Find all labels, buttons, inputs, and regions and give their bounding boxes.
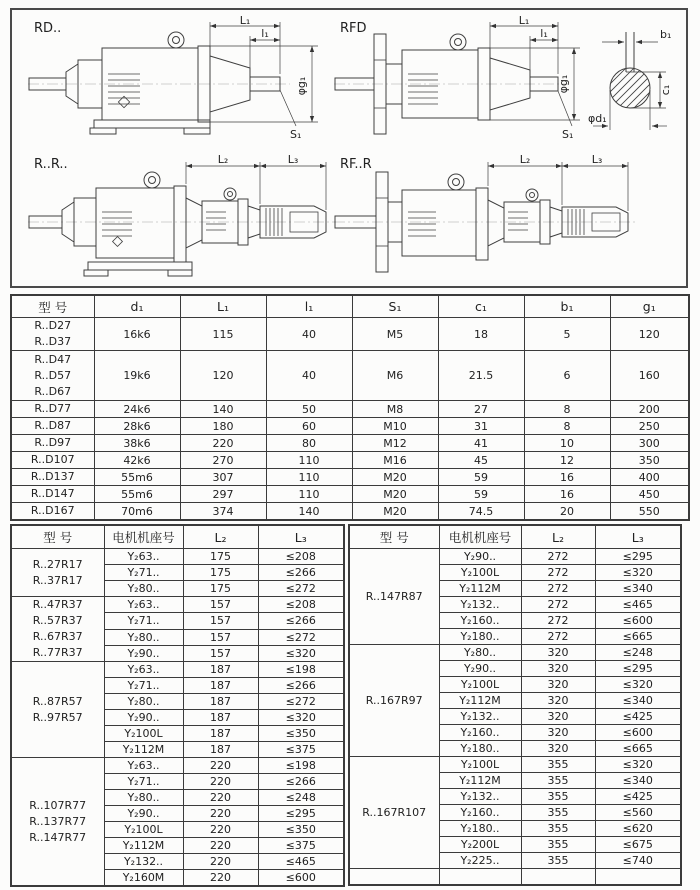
- motor-frame-cell: Y₂90..: [104, 645, 183, 661]
- rfr-dim-L3: L₃: [591, 153, 603, 166]
- l2-cell: 187: [183, 678, 258, 694]
- l3-cell: ≤340: [595, 581, 681, 597]
- l3-cell: ≤295: [595, 661, 681, 677]
- rfd-dim-L1: L₁: [518, 14, 530, 27]
- S1-cell: M20: [352, 469, 438, 486]
- l2-cell: 320: [521, 709, 595, 725]
- l3-cell: ≤266: [258, 774, 344, 790]
- l3-cell: ≤350: [258, 822, 344, 838]
- c1-cell: 21.5: [438, 351, 524, 401]
- motor-frame-cell: Y₂71..: [104, 774, 183, 790]
- l2-cell: 355: [521, 837, 595, 853]
- d1-cell: 19k6: [94, 351, 180, 401]
- l2-cell: 355: [521, 757, 595, 773]
- motor-frame-cell: Y₂160..: [439, 613, 521, 629]
- rfd-label: RFD: [340, 21, 367, 36]
- model-cell: R..27R17 R..37R17: [11, 549, 104, 597]
- model-cell: R..147R87: [349, 549, 439, 645]
- l3-cell: ≤560: [595, 805, 681, 821]
- motor-frame-cell: Y₂112M: [439, 773, 521, 789]
- motor-frame-cell: Y₂80..: [104, 790, 183, 806]
- header-row: [11, 295, 689, 318]
- table-row: [349, 549, 681, 565]
- section-dim-d1: φd₁: [588, 112, 607, 125]
- table-row: [349, 645, 681, 661]
- model-cell: R..D167: [11, 503, 94, 521]
- l3-cell: ≤248: [258, 790, 344, 806]
- rfd-dim-S1: S₁: [562, 128, 574, 141]
- col-header-L3: L₃: [595, 525, 681, 549]
- l2-cell: 220: [183, 838, 258, 854]
- table-row: [11, 435, 689, 452]
- l2-cell: 157: [183, 613, 258, 629]
- rd-label: RD..: [34, 21, 62, 36]
- section-dim-b1: b₁: [660, 28, 672, 41]
- motor-frame-cell: Y₂112M: [439, 581, 521, 597]
- l3-cell: ≤600: [258, 870, 344, 887]
- model-cell: R..D47 R..D57 R..D67: [11, 351, 94, 401]
- S1-cell: M16: [352, 452, 438, 469]
- model-cell: R..D87: [11, 418, 94, 435]
- l3-cell: ≤208: [258, 597, 344, 613]
- rfd-diagram: [334, 16, 584, 148]
- c1-cell: 74.5: [438, 503, 524, 521]
- table-row: [11, 469, 689, 486]
- col-header-l1: l₁: [266, 295, 352, 318]
- shaft-section-diagram: [588, 28, 688, 150]
- l1-cell: 60: [266, 418, 352, 435]
- g1-cell: 450: [610, 486, 689, 503]
- table-row: [11, 318, 689, 351]
- d1-cell: 24k6: [94, 401, 180, 418]
- l2-cell: 175: [183, 581, 258, 597]
- g1-cell: 400: [610, 469, 689, 486]
- S1-cell: M20: [352, 503, 438, 521]
- l3-cell: ≤340: [595, 693, 681, 709]
- l2-cell: [521, 869, 595, 886]
- col-header-frame: 电机机座号: [104, 525, 183, 549]
- l2-cell: 320: [521, 741, 595, 757]
- table-row: [11, 758, 344, 774]
- col-header-g1: g₁: [610, 295, 689, 318]
- c1-cell: 18: [438, 318, 524, 351]
- l2-cell: 220: [183, 790, 258, 806]
- l2-cell: 187: [183, 694, 258, 710]
- rfr-label: RF..R: [340, 157, 372, 172]
- l3-cell: ≤425: [595, 789, 681, 805]
- L1-cell: 115: [180, 318, 266, 351]
- motor-frame-cell: Y₂100L: [104, 822, 183, 838]
- motor-frame-cell: Y₂180..: [439, 741, 521, 757]
- l3-cell: ≤272: [258, 581, 344, 597]
- motor-frame-cell: Y₂100L: [104, 726, 183, 742]
- c1-cell: 41: [438, 435, 524, 452]
- model-cell: [349, 869, 439, 886]
- L1-cell: 297: [180, 486, 266, 503]
- rfr-diagram: [334, 150, 664, 282]
- header-row: [11, 525, 344, 549]
- motor-table-left: [10, 524, 345, 887]
- col-header-frame: 电机机座号: [439, 525, 521, 549]
- g1-cell: 200: [610, 401, 689, 418]
- model-cell: R..47R37 R..57R37 R..67R37 R..77R37: [11, 597, 104, 662]
- col-header-L1: L₁: [180, 295, 266, 318]
- l1-cell: 80: [266, 435, 352, 452]
- header-row: [349, 525, 681, 549]
- l2-cell: 175: [183, 549, 258, 565]
- motor-table-right: [348, 524, 682, 886]
- b1-cell: 16: [524, 486, 610, 503]
- motor-frame-cell: Y₂80..: [439, 645, 521, 661]
- drawing-panel: [10, 8, 688, 288]
- b1-cell: 20: [524, 503, 610, 521]
- l2-cell: 157: [183, 645, 258, 661]
- model-cell: R..D27 R..D37: [11, 318, 94, 351]
- table-row: [11, 549, 344, 565]
- l1-cell: 40: [266, 318, 352, 351]
- g1-cell: 350: [610, 452, 689, 469]
- rd-dim-L1: L₁: [239, 14, 251, 27]
- l3-cell: ≤198: [258, 662, 344, 678]
- motor-frame-cell: Y₂80..: [104, 694, 183, 710]
- table-row: [11, 351, 689, 401]
- g1-cell: 300: [610, 435, 689, 452]
- rfr-dim-L2: L₂: [519, 153, 531, 166]
- l3-cell: ≤665: [595, 629, 681, 645]
- motor-frame-cell: Y₂160M: [104, 870, 183, 887]
- table-row: [11, 486, 689, 503]
- col-header-c1: c₁: [438, 295, 524, 318]
- b1-cell: 8: [524, 418, 610, 435]
- d1-cell: 55m6: [94, 486, 180, 503]
- motor-frame-cell: Y₂200L: [439, 837, 521, 853]
- l3-cell: ≤320: [595, 757, 681, 773]
- l3-cell: [595, 869, 681, 886]
- motor-frame-cell: Y₂90..: [439, 549, 521, 565]
- motor-frame-cell: Y₂112M: [104, 838, 183, 854]
- l1-cell: 110: [266, 469, 352, 486]
- l1-cell: 50: [266, 401, 352, 418]
- l2-cell: 220: [183, 822, 258, 838]
- motor-frame-cell: Y₂71..: [104, 613, 183, 629]
- g1-cell: 550: [610, 503, 689, 521]
- l3-cell: ≤465: [258, 854, 344, 870]
- rr-diagram: [28, 150, 343, 282]
- table-row: [11, 503, 689, 521]
- g1-cell: 160: [610, 351, 689, 401]
- c1-cell: 59: [438, 469, 524, 486]
- S1-cell: M5: [352, 318, 438, 351]
- l1-cell: 140: [266, 503, 352, 521]
- l2-cell: 355: [521, 853, 595, 869]
- L1-cell: 374: [180, 503, 266, 521]
- b1-cell: 16: [524, 469, 610, 486]
- l3-cell: ≤620: [595, 821, 681, 837]
- model-cell: R..D137: [11, 469, 94, 486]
- table-row: [11, 452, 689, 469]
- l3-cell: ≤320: [258, 645, 344, 661]
- col-header-b1: b₁: [524, 295, 610, 318]
- l3-cell: ≤198: [258, 758, 344, 774]
- l3-cell: ≤675: [595, 837, 681, 853]
- motor-frame-cell: Y₂132..: [439, 789, 521, 805]
- l2-cell: 187: [183, 726, 258, 742]
- model-cell: R..D77: [11, 401, 94, 418]
- motor-frame-cell: Y₂100L: [439, 757, 521, 773]
- col-header-L2: L₂: [521, 525, 595, 549]
- rfd-dim-l1: l₁: [540, 27, 548, 40]
- l3-cell: ≤740: [595, 853, 681, 869]
- rd-dim-S1: S₁: [290, 128, 302, 141]
- col-header-d1: d₁: [94, 295, 180, 318]
- motor-frame-cell: Y₂132..: [104, 854, 183, 870]
- l3-cell: ≤320: [258, 710, 344, 726]
- S1-cell: M8: [352, 401, 438, 418]
- model-cell: R..167R107: [349, 757, 439, 869]
- motor-frame-cell: Y₂63..: [104, 758, 183, 774]
- d1-cell: 42k6: [94, 452, 180, 469]
- motor-frame-cell: Y₂225..: [439, 853, 521, 869]
- l3-cell: ≤320: [595, 677, 681, 693]
- l3-cell: ≤266: [258, 678, 344, 694]
- l3-cell: ≤272: [258, 694, 344, 710]
- col-header-S1: S₁: [352, 295, 438, 318]
- l2-cell: 272: [521, 581, 595, 597]
- model-cell: R..167R97: [349, 645, 439, 757]
- l3-cell: ≤600: [595, 613, 681, 629]
- l2-cell: 272: [521, 597, 595, 613]
- l3-cell: ≤295: [595, 549, 681, 565]
- motor-frame-cell: Y₂132..: [439, 709, 521, 725]
- l2-cell: 220: [183, 758, 258, 774]
- motor-frame-cell: Y₂80..: [104, 629, 183, 645]
- l2-cell: 272: [521, 549, 595, 565]
- motor-frame-cell: Y₂112M: [104, 742, 183, 758]
- l2-cell: 157: [183, 629, 258, 645]
- S1-cell: M10: [352, 418, 438, 435]
- l3-cell: ≤266: [258, 565, 344, 581]
- l2-cell: 220: [183, 870, 258, 887]
- motor-frame-cell: Y₂90..: [104, 806, 183, 822]
- l1-cell: 110: [266, 486, 352, 503]
- d1-cell: 28k6: [94, 418, 180, 435]
- rr-label: R..R..: [34, 157, 68, 172]
- l3-cell: ≤465: [595, 597, 681, 613]
- L1-cell: 220: [180, 435, 266, 452]
- l1-cell: 40: [266, 351, 352, 401]
- d1-cell: 38k6: [94, 435, 180, 452]
- l2-cell: 320: [521, 677, 595, 693]
- c1-cell: 31: [438, 418, 524, 435]
- motor-table-left-body: [11, 549, 344, 887]
- table-row: [11, 662, 344, 678]
- l2-cell: 272: [521, 565, 595, 581]
- motor-table-right-body: [349, 549, 681, 886]
- l3-cell: ≤350: [258, 726, 344, 742]
- L1-cell: 307: [180, 469, 266, 486]
- table-row: [11, 418, 689, 435]
- col-header-L3: L₃: [258, 525, 344, 549]
- motor-frame-cell: Y₂90..: [439, 661, 521, 677]
- l2-cell: 320: [521, 725, 595, 741]
- table-row: [349, 757, 681, 773]
- rd-diagram: [28, 16, 328, 148]
- l2-cell: 355: [521, 789, 595, 805]
- table-row: [349, 869, 681, 886]
- l3-cell: ≤266: [258, 613, 344, 629]
- l3-cell: ≤248: [595, 645, 681, 661]
- l2-cell: 187: [183, 742, 258, 758]
- l2-cell: 272: [521, 629, 595, 645]
- l2-cell: 220: [183, 806, 258, 822]
- L1-cell: 140: [180, 401, 266, 418]
- l2-cell: 220: [183, 774, 258, 790]
- motor-frame-cell: Y₂71..: [104, 565, 183, 581]
- l2-cell: 355: [521, 773, 595, 789]
- S1-cell: M6: [352, 351, 438, 401]
- dimension-table-body: [11, 318, 689, 521]
- c1-cell: 45: [438, 452, 524, 469]
- L1-cell: 120: [180, 351, 266, 401]
- motor-frame-cell: Y₂63..: [104, 662, 183, 678]
- l3-cell: ≤665: [595, 741, 681, 757]
- b1-cell: 8: [524, 401, 610, 418]
- motor-frame-cell: Y₂132..: [439, 597, 521, 613]
- rd-dim-g1: φg₁: [295, 76, 308, 96]
- table-row: [11, 597, 344, 613]
- l3-cell: ≤208: [258, 549, 344, 565]
- rr-dim-L2: L₂: [217, 153, 229, 166]
- col-header-L2: L₂: [183, 525, 258, 549]
- g1-cell: 250: [610, 418, 689, 435]
- motor-frame-cell: Y₂180..: [439, 821, 521, 837]
- l2-cell: 187: [183, 710, 258, 726]
- model-cell: R..107R77 R..137R77 R..147R77: [11, 758, 104, 887]
- l3-cell: ≤320: [595, 565, 681, 581]
- motor-frame-cell: Y₂160..: [439, 805, 521, 821]
- rd-dim-l1: l₁: [261, 27, 269, 40]
- rr-dim-L3: L₃: [287, 153, 299, 166]
- l3-cell: ≤600: [595, 725, 681, 741]
- l2-cell: 355: [521, 805, 595, 821]
- dimension-table: [10, 294, 690, 521]
- motor-frame-cell: Y₂80..: [104, 581, 183, 597]
- l2-cell: 320: [521, 693, 595, 709]
- l2-cell: 320: [521, 645, 595, 661]
- c1-cell: 27: [438, 401, 524, 418]
- motor-frame-cell: Y₂100L: [439, 565, 521, 581]
- motor-frame-cell: Y₂160..: [439, 725, 521, 741]
- l2-cell: 320: [521, 661, 595, 677]
- d1-cell: 70m6: [94, 503, 180, 521]
- model-cell: R..D97: [11, 435, 94, 452]
- table-row: [11, 401, 689, 418]
- l3-cell: ≤272: [258, 629, 344, 645]
- motor-frame-cell: Y₂90..: [104, 710, 183, 726]
- S1-cell: M20: [352, 486, 438, 503]
- col-header-model: 型 号: [11, 525, 104, 549]
- model-cell: R..87R57 R..97R57: [11, 662, 104, 758]
- b1-cell: 10: [524, 435, 610, 452]
- g1-cell: 120: [610, 318, 689, 351]
- d1-cell: 55m6: [94, 469, 180, 486]
- section-dim-c1: c₁: [659, 84, 672, 96]
- d1-cell: 16k6: [94, 318, 180, 351]
- L1-cell: 180: [180, 418, 266, 435]
- rfd-dim-g1: φg₁: [557, 74, 570, 94]
- motor-frame-cell: [439, 869, 521, 886]
- b1-cell: 12: [524, 452, 610, 469]
- model-cell: R..D147: [11, 486, 94, 503]
- motor-frame-cell: Y₂63..: [104, 549, 183, 565]
- motor-frame-cell: Y₂71..: [104, 678, 183, 694]
- col-header-model: 型 号: [349, 525, 439, 549]
- l2-cell: 175: [183, 565, 258, 581]
- l2-cell: 355: [521, 821, 595, 837]
- l3-cell: ≤425: [595, 709, 681, 725]
- motor-frame-cell: Y₂180..: [439, 629, 521, 645]
- motor-frame-cell: Y₂63..: [104, 597, 183, 613]
- b1-cell: 6: [524, 351, 610, 401]
- b1-cell: 5: [524, 318, 610, 351]
- l3-cell: ≤340: [595, 773, 681, 789]
- l2-cell: 157: [183, 597, 258, 613]
- S1-cell: M12: [352, 435, 438, 452]
- motor-frame-cell: Y₂100L: [439, 677, 521, 693]
- l2-cell: 187: [183, 662, 258, 678]
- l2-cell: 272: [521, 613, 595, 629]
- l1-cell: 110: [266, 452, 352, 469]
- l3-cell: ≤375: [258, 742, 344, 758]
- l3-cell: ≤375: [258, 838, 344, 854]
- motor-frame-cell: Y₂112M: [439, 693, 521, 709]
- c1-cell: 59: [438, 486, 524, 503]
- model-cell: R..D107: [11, 452, 94, 469]
- l2-cell: 220: [183, 854, 258, 870]
- col-header-model: 型 号: [11, 295, 94, 318]
- l3-cell: ≤295: [258, 806, 344, 822]
- L1-cell: 270: [180, 452, 266, 469]
